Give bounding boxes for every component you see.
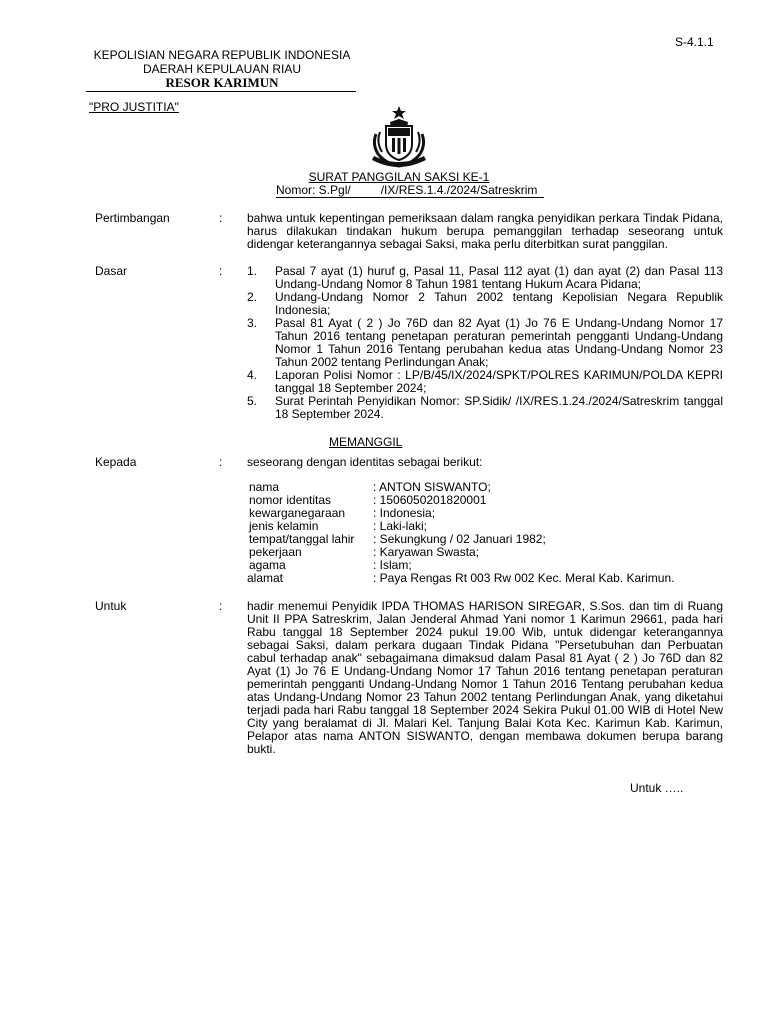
identity-key: nomor identitas	[249, 493, 332, 507]
list-item	[247, 265, 723, 291]
untuk-colon: :	[219, 599, 223, 613]
identity-value: : Karyawan Swasta;	[373, 545, 480, 559]
list-item	[247, 395, 723, 421]
identity-key: pekerjaan	[249, 545, 302, 559]
memanggil-heading: MEMANGGIL	[329, 435, 403, 449]
untuk-label: Untuk	[95, 599, 127, 613]
kepada-intro: seseorang dengan identitas sebagai berikut:	[247, 455, 483, 469]
untuk-text: hadir menemui Penyidik IPDA THOMAS HARISON SIREGAR, S.Sos. dan tim di Ruang Unit II PPA Satreskrim, Jalan Jenderal Ahmad Yani nomor 1 Karimun 29661, pada hari Rabu tanggal 18 September 2024 pukul 19.00 Wib, untuk didengar keterangannya sebagai Saksi, dalam perkara dugaan Tindak Pidana "Persetubuhan dan Perbuatan cabul terhadap anak" sebagaimana dimaksud dalam Pasal 81 Ayat ( 2 ) Jo 76D dan 82 Ayat (1) Jo 76 E Undang-Undang Nomor 17 Tahun 2016 tentang penetapan peraturan pemerintah pengganti Undang-Undang Nomor 1 Tahun 2016 Tentang perubahan kedua atas Undang-Undang Nomor 23 Tahun 2002 tentang Perlindungan Anak, yang diketahui terjadi pada hari Rabu tanggal 18 September 2024 Sekira Pukul 01.00 WIB di Hotel New City yang beralamat di Jl. Malari Kel. Tanjung Balai Kota Kec. Karimun Kab. Karimun, Pelapor atas nama ANTON SISWANTO, dengan membawa dokumen berupa barang bukti.	[247, 599, 723, 756]
dasar-list	[247, 265, 723, 421]
document-code: S-4.1.1	[675, 35, 714, 49]
police-emblem-icon	[366, 104, 432, 168]
list-item-text: Undang-Undang Nomor 2 Tahun 2002 tentang Kepolisian Negara Republik Indonesia;	[275, 290, 723, 317]
list-item-number: 3.	[247, 316, 258, 330]
list-item-text: Pasal 7 ayat (1) huruf g, Pasal 11, Pasal 112 ayat (1) dan ayat (2) dan Pasal 113 Undang-Undang Nomor 8 Tahun 1981 tentang Hukum Acara Pidana;	[275, 264, 723, 291]
pertimbangan-label: Pertimbangan	[95, 211, 170, 225]
pro-justitia: "PRO JUSTITIA"	[89, 100, 179, 114]
agency-line-1: KEPOLISIAN NEGARA REPUBLIK INDONESIA	[93, 48, 351, 62]
identity-row	[247, 546, 717, 559]
list-item	[247, 369, 723, 395]
dasar-label: Dasar	[95, 264, 128, 278]
list-item-number: 2.	[247, 290, 258, 304]
agency-header	[86, 48, 358, 90]
identity-table	[247, 481, 717, 585]
list-item-number: 4.	[247, 368, 258, 382]
identity-key: alamat	[247, 571, 284, 585]
kepada-colon: :	[219, 455, 223, 469]
list-item-number: 1.	[247, 264, 258, 278]
list-item	[247, 291, 723, 317]
identity-value: : Indonesia;	[373, 506, 436, 520]
identity-key: nama	[249, 480, 280, 494]
identity-value: : Laki-laki;	[373, 519, 428, 533]
kepada-label: Kepada	[95, 455, 137, 469]
pertimbangan-colon: :	[219, 211, 223, 225]
header-divider	[86, 91, 356, 92]
identity-value: : ANTON SISWANTO;	[373, 480, 491, 494]
identity-value: : Islam;	[373, 558, 412, 572]
continuation-note: Untuk …..	[630, 781, 684, 795]
identity-value: : 1506050201820001	[373, 493, 487, 507]
identity-key: jenis kelamin	[249, 519, 319, 533]
pertimbangan-text: bahwa untuk kepentingan pemeriksaan dalam rangka penyidikan perkara Tindak Pidana, harus dilakukan tindakan hukum berupa pemanggilan terhadap seseorang untuk didengar keterangannya sebagai Saksi, maka perlu diterbitkan surat panggilan.	[247, 211, 723, 251]
letter-number: Nomor: S.Pgl/ /IX/RES.1.4./2024/Satreskrim	[276, 184, 544, 198]
list-item-text: Laporan Polisi Nomor : LP/B/45/IX/2024/SPKT/POLRES KARIMUN/POLDA KEPRI tanggal 18 September 2024;	[275, 368, 723, 395]
list-item-text: Pasal 81 Ayat ( 2 ) Jo 76D dan 82 Ayat (1) Jo 76 E Undang-Undang Nomor 17 Tahun 2016 tentang penetapan peraturan pemerintah pengganti Undang-Undang Nomor 1 Tahun 2016 Tentang perubahan kedua atas Undang-Undang Nomor 23 Tahun 2002 tentang Perlindungan Anak;	[275, 316, 723, 369]
list-item-text: Surat Perintah Penyidikan Nomor: SP.Sidik/ /IX/RES.1.24./2024/Satreskrim tanggal 18 September 2024.	[275, 394, 723, 421]
identity-row	[247, 533, 717, 546]
letter-title: SURAT PANGGILAN SAKSI KE-1	[308, 170, 490, 184]
agency-line-2: DAERAH KEPULAUAN RIAU	[142, 62, 302, 76]
identity-key: kewarganegaraan	[249, 506, 346, 520]
dasar-colon: :	[219, 264, 223, 278]
agency-line-3: RESOR KARIMUN	[165, 75, 279, 90]
list-item	[247, 317, 723, 369]
identity-key: agama	[249, 558, 286, 572]
identity-key: tempat/tanggal lahir	[249, 532, 355, 546]
identity-value: : Sekungkung / 02 Januari 1982;	[373, 532, 546, 546]
list-item-number: 5.	[247, 394, 258, 408]
identity-row	[247, 572, 717, 585]
identity-value: : Paya Rengas Rt 003 Rw 002 Kec. Meral Kab. Karimun.	[373, 571, 675, 585]
